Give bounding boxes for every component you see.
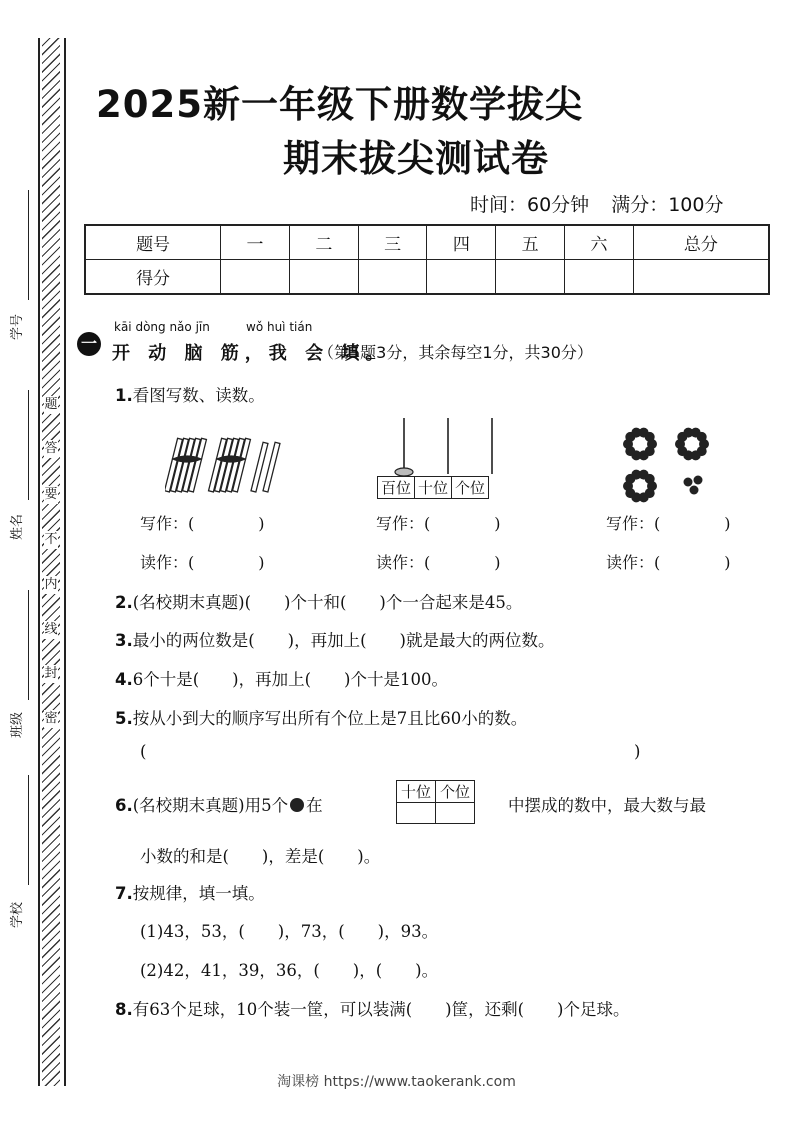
score-header-cell: 四 [427,225,496,260]
abacus-place-table [377,476,489,499]
question-7 [115,880,265,904]
binding-line-right [64,38,66,1086]
write-answer-2[interactable]: 写作：( ) [376,514,501,533]
seal-char: 题 [44,397,58,412]
q5-answer-open[interactable]: ( [140,742,147,761]
q6-place-table [396,780,475,824]
question-7-part1[interactable]: (1)43，53，( )，73，( )，93。 [140,922,439,941]
place-tens: 十位 [397,781,436,803]
pinyin-left: kāi dòng nǎo jīn [114,320,210,334]
school-label: 学校 [10,901,25,928]
question-3 [115,627,555,651]
score-header-cell: 五 [496,225,565,260]
score-table-row [85,260,769,295]
read-answer-3[interactable]: 读作：( ) [606,553,731,572]
score-header-cell: 一 [221,225,290,260]
bead-ring [675,428,709,461]
bead-rings-figure [622,424,718,506]
bead-ring [623,470,657,503]
score-cell[interactable] [633,260,769,295]
student-id-label: 学号 [10,313,25,340]
question-7-part2[interactable]: (2)42，41，39，36，( )，( )。 [140,961,439,980]
question-6 [115,792,323,816]
section-note: （第5题3分，其余每空1分，共30分） [318,343,593,362]
question-2 [115,589,522,613]
footer-watermark: 淘课榜 https://www.taokerank.com [277,1074,516,1090]
question-text[interactable]: (名校期末真题)( )个十和( )个一合起来是45。 [132,593,523,612]
question-number: 3. [115,631,133,650]
write-answer-1[interactable]: 写作：( ) [140,514,265,533]
question-text[interactable]: 6个十是( )，再加上( )个十是100。 [132,670,448,689]
question-number: 7. [115,884,133,903]
question-number: 8. [115,1000,133,1019]
question-4 [115,666,448,690]
seal-char: 密 [44,711,58,726]
score-header-cell: 总分 [633,225,769,260]
score-header-cell: 三 [358,225,427,260]
question-text: 看图写数、读数。 [132,386,265,405]
page-title: 2025新一年级下册数学拔尖 [96,83,583,126]
place-tens: 十位 [415,477,452,499]
read-answer-2[interactable]: 读作：( ) [376,553,501,572]
bead-icon [290,798,304,812]
score-cell[interactable] [221,260,290,295]
seal-char: 要 [44,487,58,502]
question-1 [115,382,265,406]
abacus-bead [395,468,413,476]
bead [697,432,707,442]
bead [645,474,655,484]
binding-line-left [38,38,40,1086]
page-subtitle: 期末拔尖测试卷 [283,137,549,180]
score-cell[interactable] [565,260,634,295]
name-label: 姓名 [10,513,25,540]
exam-time: 时间：60分钟 [470,194,590,216]
score-cell[interactable] [427,260,496,295]
place-cell-empty [397,803,436,824]
bead-ring [623,428,657,461]
exam-full-score: 满分：100分 [611,194,724,216]
score-row-label: 得分 [85,260,221,295]
place-hundreds: 百位 [378,477,415,499]
seal-char: 不 [44,532,58,547]
section-heading: 开 动 脑 筋，我 会 填。 [112,343,390,364]
pinyin-right: wǒ huì tián [246,320,313,334]
write-answer-3[interactable]: 写作：( ) [606,514,731,533]
loose-bead [690,486,699,495]
score-header-cell: 六 [565,225,634,260]
place-ones: 个位 [452,477,489,499]
place-cell-empty [436,803,475,824]
class-label: 班级 [10,711,25,738]
student-id-line [28,190,29,300]
score-cell[interactable] [358,260,427,295]
seal-char: 内 [44,577,58,592]
loose-bead [684,478,693,487]
question-number: 4. [115,670,133,689]
loose-bead [694,476,703,485]
score-table [84,224,770,295]
exam-meta [470,190,745,217]
score-cell[interactable] [289,260,358,295]
score-header-cell: 题号 [85,225,221,260]
class-line [28,590,29,700]
sticks-bundle-figure [165,432,285,498]
school-line [28,775,29,885]
abacus-figure [376,416,532,476]
q5-answer-close[interactable]: ) [634,742,641,761]
bead [645,432,655,442]
question-number: 5. [115,709,133,728]
score-table-header [85,225,769,260]
question-8 [115,996,630,1020]
place-ones: 个位 [436,781,475,803]
question-number: 2. [115,593,133,612]
name-line [28,390,29,500]
seal-char: 答 [44,441,58,456]
score-header-cell: 二 [289,225,358,260]
question-text: 按规律，填一填。 [132,884,265,903]
stick-bundle [165,438,206,492]
question-text: 在 [306,796,323,815]
question-text: 按从小到大的顺序写出所有个位上是7且比60小的数。 [132,709,528,728]
stick-bundle [209,438,251,492]
question-5 [115,705,527,729]
question-text[interactable]: 最小的两位数是( )，再加上( )就是最大的两位数。 [132,631,555,650]
question-number: 6. [115,796,133,815]
question-number: 1. [115,386,133,405]
binding-hatch [42,38,60,1086]
score-cell[interactable] [496,260,565,295]
question-text: (名校期末真题)用5个 [132,796,289,815]
seal-char: 线 [44,622,58,637]
section-badge: 一 [77,332,101,356]
read-answer-1[interactable]: 读作：( ) [140,553,265,572]
question-text[interactable]: 有63个足球，10个装一筐，可以装满( )筐，还剩( )个足球。 [132,1000,630,1019]
question-6-line2[interactable]: 小数的和是( )，差是( )。 [140,847,381,866]
seal-char: 封 [44,666,58,681]
question-6-cont: 中摆成的数中，最大数与最 [508,796,706,815]
